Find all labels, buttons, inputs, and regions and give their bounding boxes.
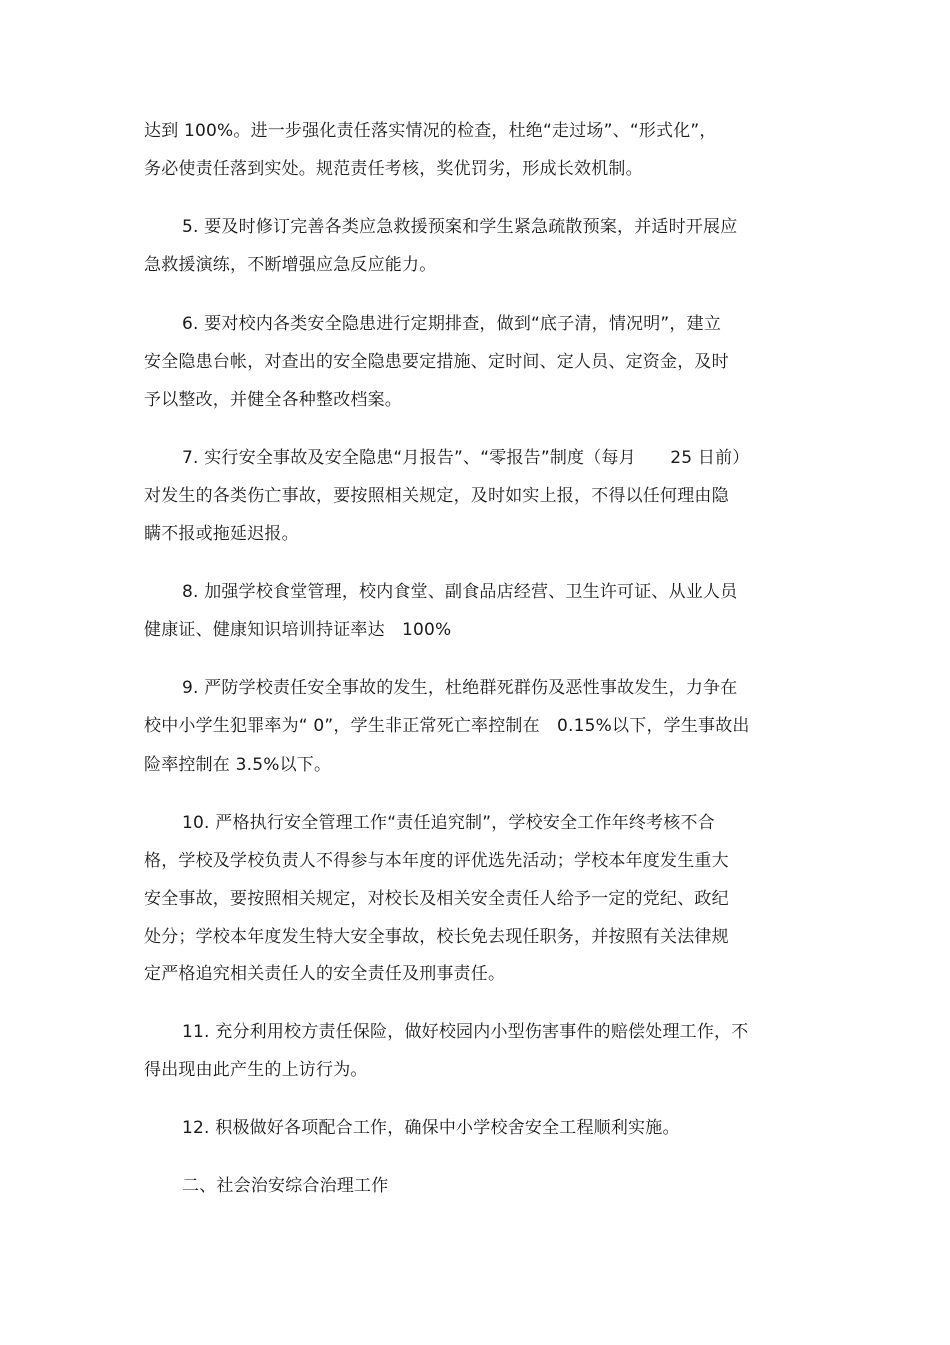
item-10-line: 10. 严格执行安全管理工作“责任追究制”，学校安全工作年终考核不合 [182,813,715,833]
item-8-line: 健康证、健康知识培训持证率达 100% [144,620,452,640]
item-9-line: 险率控制在 3.5%以下。 [144,755,332,775]
item-6-line: 予以整改，并健全各种整改档案。 [144,390,402,410]
text-line: 达到 100%。进一步强化责任落实情况的检查，杜绝“走过场”、“形式化”， [144,121,717,141]
section-heading: 二、社会治安综合治理工作 [182,1176,389,1196]
item-5-line: 5. 要及时修订完善各类应急救援预案和学生紧急疏散预案，并适时开展应 [182,217,738,237]
item-7-line: 对发生的各类伤亡事故，要按照相关规定，及时如实上报，不得以任何理由隐 [144,486,729,506]
item-11-line: 11. 充分利用校方责任保险，做好校园内小型伤害事件的赔偿处理工作，不 [182,1022,749,1042]
item-10-line: 定严格追究相关责任人的安全责任及刑事责任。 [144,964,506,984]
item-10-line: 格，学校及学校负责人不得参与本年度的评优选先活动；学校本年度发生重大 [144,851,729,871]
item-7-line: 7. 实行安全事故及安全隐患“月报告”、“零报告”制度（每月 25 日前） [182,448,750,468]
item-10-line: 安全事故，要按照相关规定，对校长及相关安全责任人给予一定的党纪、政纪 [144,889,729,909]
item-12-line: 12. 积极做好各项配合工作，确保中小学校舍安全工程顺利实施。 [182,1118,680,1138]
item-6-line: 安全隐患台帐，对查出的安全隐患要定措施、定时间、定人员、定资金，及时 [144,352,729,372]
item-9-line: 校中小学生犯罪率为“ 0”，学生非正常死亡率控制在 0.15%以下，学生事故出 [144,716,750,736]
item-11-line: 得出现由此产生的上访行为。 [144,1060,368,1080]
item-10-line: 处分；学校本年度发生特大安全事故，校长免去现任职务，并按照有关法律规 [144,927,729,947]
item-7-line: 瞒不报或拖延迟报。 [144,524,299,544]
item-9-line: 9. 严防学校责任安全事故的发生，杜绝群死群伤及恶性事故发生，力争在 [182,678,738,698]
item-5-line: 急救援演练，不断增强应急反应能力。 [144,255,437,275]
item-8-line: 8. 加强学校食堂管理，校内食堂、副食品店经营、卫生许可证、从业人员 [182,582,738,602]
text-line: 务必使责任落到实处。规范责任考核，奖优罚劣，形成长效机制。 [144,159,643,179]
item-6-line: 6. 要对校内各类安全隐患进行定期排查，做到“底子清，情况明”，建立 [182,314,722,334]
